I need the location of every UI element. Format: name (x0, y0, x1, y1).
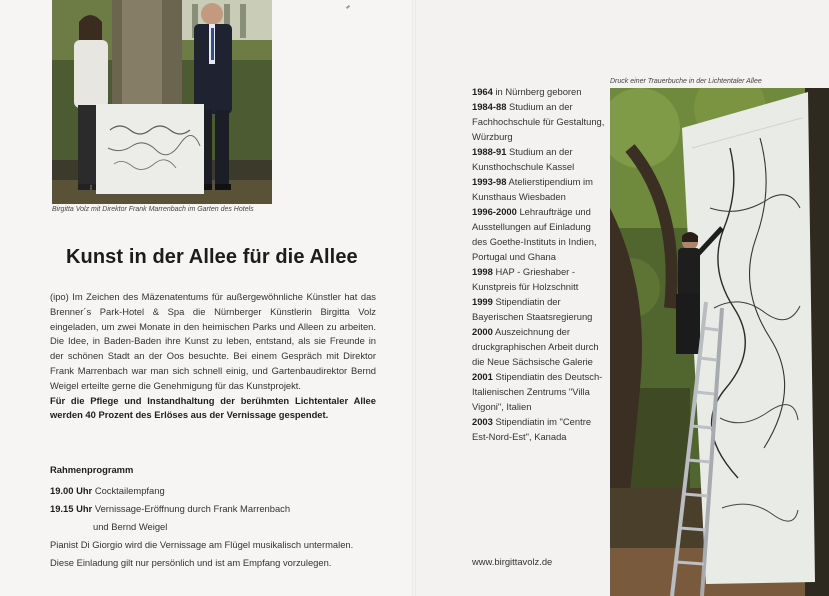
program-list (50, 482, 353, 572)
bio-text: Stipendiatin der Bayerischen Staatsregierung (472, 296, 593, 322)
program-row (50, 500, 353, 518)
program-item: Cocktailempfang (94, 485, 165, 496)
photo-caption-right: Druck einer Trauerbuche in der Lichtentaler Allee (610, 78, 762, 85)
bio-entry (472, 414, 608, 444)
bio-year: 2003 (472, 416, 493, 427)
program-row (50, 536, 353, 554)
program-item: Vernissage-Eröffnung durch Frank Marrenbach (94, 503, 291, 514)
program-time: 19.15 Uhr (50, 503, 93, 514)
bio-entry (472, 369, 608, 414)
bio-year: 2000 (472, 326, 493, 337)
bio-year: 1998 (472, 266, 493, 277)
bio-text: Auszeichnung der druckgraphischen Arbeit durch die Neue Sächsische Galerie (472, 326, 599, 367)
bio-text: in Nürnberg geboren (492, 86, 582, 97)
bio-text: Atelierstipendium im Kunsthaus Wiesbaden (472, 176, 593, 202)
tree-print-photo (610, 88, 829, 596)
program-row (50, 554, 353, 572)
artist-director-photo (52, 0, 272, 204)
bio-entry (472, 144, 608, 174)
bio-text: Studium an der Kunsthochschule Kassel (472, 146, 575, 172)
bio-year: 1964 (472, 86, 493, 97)
bio-year: 1996-2000 (472, 206, 517, 217)
bio-text: HAP - Grieshaber - Kunstpreis für Holzschnitt (472, 266, 579, 292)
bio-entry (472, 294, 608, 324)
article-bold-text: Für die Pflege und Instandhaltung der berühmten Lichtentaler Allee werden 40 Prozent des Erlöses aus der Vernissage gespendet. (50, 394, 376, 421)
bio-entry (472, 84, 608, 99)
program-title: Rahmenprogramm (50, 464, 134, 475)
bio-year: 1993-98 (472, 176, 507, 187)
bio-entry (472, 264, 608, 294)
bio-text: Stipendiatin im "Centre Est-Nord-Est", Kanada (472, 416, 592, 442)
article-text: (ipo) Im Zeichen des Mäzenatentums für außergewöhnliche Künstler hat das Brenner´s Park-Hotel & Spa die Nürnberger Künstlerin Birgitta Volz eingeladen, um zwei Monate in den heimischen Parks und Alleen zu arbeiten. Die Idee, in Baden-Baden ihre Kunst zu leben, entstand, als sie Freunde in der schönen Stadt an der Oos besuchte. Bei einem Gespräch mit Direktor Frank Marrenbach war man sich schnell einig, und Gartenbaudirektor Bernd Weigel erteilte gerne die Genehmigung für das Kunstprojekt. (50, 291, 376, 391)
program-row (50, 518, 353, 536)
artist-biography (472, 84, 608, 444)
bio-text: Lehraufträge und Ausstellungen auf Einladung des Goethe-Instituts in Indien, Portugal und Ghana (472, 206, 597, 262)
article-body (50, 290, 376, 423)
program-note: Diese Einladung gilt nur persönlich und ist am Empfang vorzulegen. (50, 557, 332, 568)
bio-entry (472, 99, 608, 144)
bio-text: Stipendiatin des Deutsch-Italienischen Zentrums "Villa Vigoni", Italien (472, 371, 603, 412)
bio-year: 1999 (472, 296, 493, 307)
photo-caption-left: Birgitta Volz mit Direktor Frank Marrenbach im Garten des Hotels (52, 206, 254, 213)
page-fold (412, 0, 416, 596)
program-time: 19.00 Uhr (50, 485, 93, 496)
bio-entry (472, 204, 608, 264)
bio-entry (472, 324, 608, 369)
program-item: und Bernd Weigel (93, 521, 168, 532)
bio-text: Studium an der Fachhochschule für Gestaltung, Würzburg (472, 101, 605, 142)
bio-year: 2001 (472, 371, 493, 382)
website-link[interactable]: www.birgittavolz.de (472, 556, 553, 567)
program-row (50, 482, 353, 500)
bio-year: 1988-91 (472, 146, 507, 157)
bio-entry (472, 174, 608, 204)
program-note: Pianist Di Giorgio wird die Vernissage am Flügel musikalisch untermalen. (50, 539, 354, 550)
bio-year: 1984-88 (472, 101, 507, 112)
page-headline: Kunst in der Allee für die Allee (66, 246, 358, 268)
